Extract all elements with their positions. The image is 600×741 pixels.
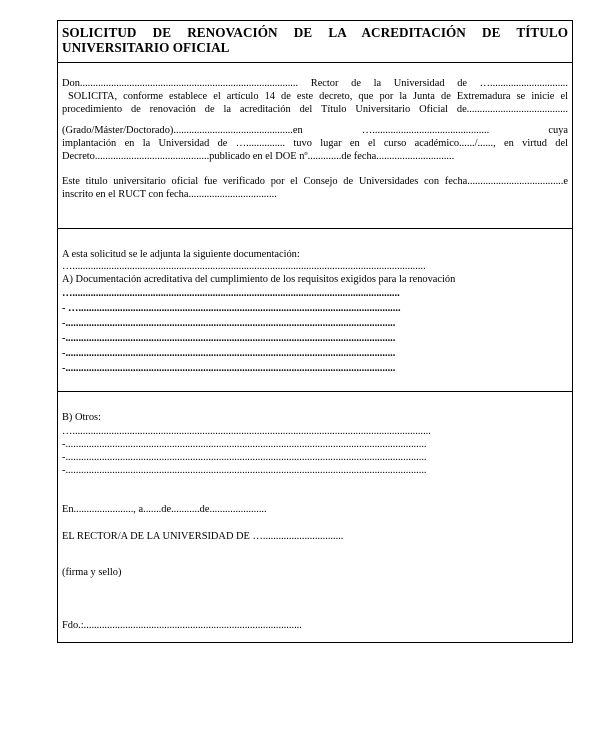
request-line-5: implantación en la Universidad de …............... tuvo lugar en el curso académico....../......, en virtud del: [62, 138, 568, 149]
verification-line-1: Este titulo universitario oficial fue verificado por el Consejo de Universidades con fecha.....................................e: [62, 176, 568, 187]
request-line-3: procedimiento de renovación de la acreditación del Título Universitario Oficial de.......................................: [62, 104, 568, 115]
request-line-4: (Grado/Máster/Doctorado)..............................................en …............................................. cuya: [62, 125, 568, 136]
application-form: [57, 20, 573, 643]
section-a-item: -...............................................................................................................................: [62, 363, 396, 374]
section-b-item: -...........................................................................................................................................: [62, 452, 427, 463]
others-section: [58, 392, 572, 642]
rector-name-line: Don.................................................................................... Rector de la Universidad de …..............................: [62, 78, 568, 89]
rector-signature-line: EL RECTOR/A DE LA UNIVERSIDAD DE …...............................: [62, 531, 344, 542]
section-b-item: -...........................................................................................................................................: [62, 465, 427, 476]
request-line-6: Decreto............................................publicado en el DOE nº.............de fecha..............................: [62, 151, 455, 162]
verification-line-2: inscrito en el RUCT con fecha..................................: [62, 189, 277, 200]
place-date-line: En......................., a.......de...........de......................: [62, 504, 267, 515]
section-a-item: …..............................................................................................................................: [62, 288, 400, 299]
documentation-blank-line: …........................................................................................................................................: [62, 261, 426, 272]
form-title-section: [58, 21, 572, 63]
section-a-label: A) Documentación acreditativa del cumplimiento de los requisitos exigidos para la renovación: [62, 274, 456, 285]
section-b-item: -...........................................................................................................................................: [62, 439, 427, 450]
signed-by-line: Fdo.:....................................................................................: [62, 620, 302, 631]
section-a-item: -...............................................................................................................................: [62, 318, 396, 329]
section-a-item: -...............................................................................................................................: [62, 333, 396, 344]
section-b-item: …..........................................................................................................................................: [62, 426, 431, 437]
form-title-line-2: UNIVERSITARIO OFICIAL: [62, 40, 230, 55]
documentation-intro: A esta solicitud se le adjunta la siguiente documentación:: [62, 249, 300, 260]
section-b-label: B) Otros:: [62, 412, 101, 423]
signature-note: (firma y sello): [62, 567, 122, 578]
documentation-section: [58, 229, 572, 392]
request-section: [58, 63, 572, 229]
form-title: [62, 25, 568, 55]
section-a-item: -...............................................................................................................................: [62, 348, 396, 359]
request-line-2: SOLICITA, conforme establece el artículo 14 de este decreto, que por la Junta de Extremadura se inicie el: [68, 91, 568, 102]
section-a-item: - …............................................................................................................................: [62, 303, 401, 314]
form-title-line-1: SOLICITUD DE RENOVACIÓN DE LA ACREDITACIÓN DE TÍTULO: [62, 25, 568, 40]
